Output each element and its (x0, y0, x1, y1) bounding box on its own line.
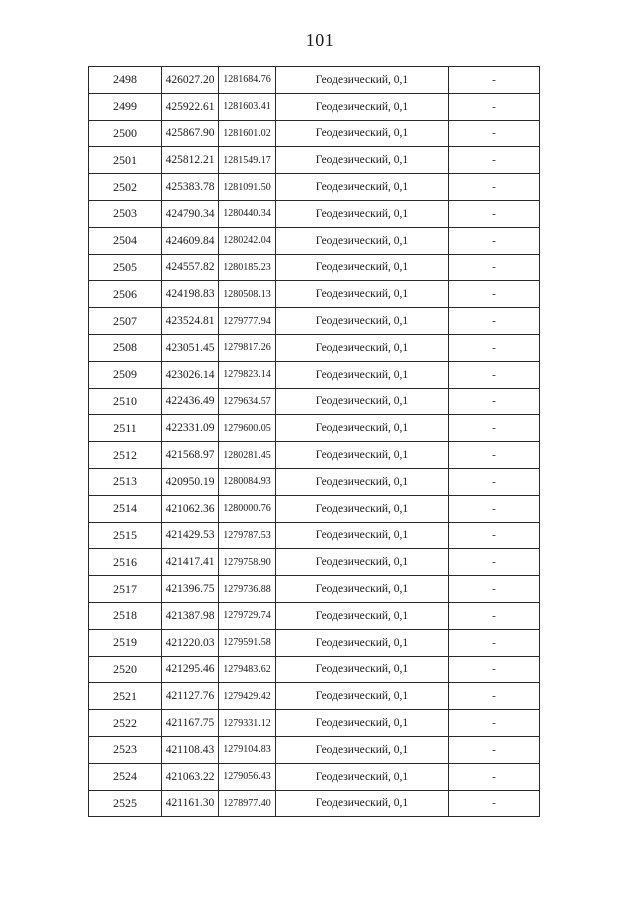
table-row (89, 174, 540, 201)
table-row (89, 656, 540, 683)
y-coordinate-cell: 1279823.14 (219, 361, 276, 388)
x-coordinate-cell: 421220.03 (162, 629, 219, 656)
y-coordinate-cell: 1279104.83 (219, 736, 276, 763)
y-coordinate-cell: 1279736.88 (219, 576, 276, 603)
method-accuracy-cell: Геодезический, 0,1 (276, 174, 449, 201)
point-number-cell: 2508 (89, 334, 162, 361)
point-number-cell: 2519 (89, 629, 162, 656)
table-row (89, 361, 540, 388)
note-cell: - (449, 120, 540, 147)
note-cell: - (449, 629, 540, 656)
method-accuracy-cell: Геодезический, 0,1 (276, 629, 449, 656)
point-number-cell: 2518 (89, 602, 162, 629)
point-number-cell: 2505 (89, 254, 162, 281)
y-coordinate-cell: 1279429.42 (219, 683, 276, 710)
point-number-cell: 2516 (89, 549, 162, 576)
method-accuracy-cell: Геодезический, 0,1 (276, 522, 449, 549)
method-accuracy-cell: Геодезический, 0,1 (276, 656, 449, 683)
method-accuracy-cell: Геодезический, 0,1 (276, 495, 449, 522)
note-cell: - (449, 147, 540, 174)
y-coordinate-cell: 1279331.12 (219, 710, 276, 737)
x-coordinate-cell: 422436.49 (162, 388, 219, 415)
note-cell: - (449, 415, 540, 442)
note-cell: - (449, 227, 540, 254)
table-row (89, 710, 540, 737)
table-row (89, 334, 540, 361)
note-cell: - (449, 522, 540, 549)
point-number-cell: 2501 (89, 147, 162, 174)
table-row (89, 415, 540, 442)
table-row (89, 281, 540, 308)
point-number-cell: 2524 (89, 763, 162, 790)
x-coordinate-cell: 422331.09 (162, 415, 219, 442)
note-cell: - (449, 334, 540, 361)
y-coordinate-cell: 1278977.40 (219, 790, 276, 817)
point-number-cell: 2522 (89, 710, 162, 737)
table-row (89, 227, 540, 254)
x-coordinate-cell: 424557.82 (162, 254, 219, 281)
table-row (89, 763, 540, 790)
point-number-cell: 2509 (89, 361, 162, 388)
x-coordinate-cell: 421062.36 (162, 495, 219, 522)
note-cell: - (449, 736, 540, 763)
method-accuracy-cell: Геодезический, 0,1 (276, 442, 449, 469)
point-number-cell: 2504 (89, 227, 162, 254)
method-accuracy-cell: Геодезический, 0,1 (276, 388, 449, 415)
note-cell: - (449, 549, 540, 576)
table-row (89, 522, 540, 549)
x-coordinate-cell: 421387.98 (162, 602, 219, 629)
point-number-cell: 2498 (89, 67, 162, 94)
y-coordinate-cell: 1281091.50 (219, 174, 276, 201)
x-coordinate-cell: 421568.97 (162, 442, 219, 469)
table-row (89, 308, 540, 335)
note-cell: - (449, 254, 540, 281)
note-cell: - (449, 442, 540, 469)
page-number: 101 (305, 30, 335, 50)
y-coordinate-cell: 1279729.74 (219, 602, 276, 629)
table-row (89, 67, 540, 94)
y-coordinate-cell: 1280000.76 (219, 495, 276, 522)
table-row (89, 602, 540, 629)
note-cell: - (449, 174, 540, 201)
y-coordinate-cell: 1280508.13 (219, 281, 276, 308)
method-accuracy-cell: Геодезический, 0,1 (276, 736, 449, 763)
table-row (89, 790, 540, 817)
point-number-cell: 2521 (89, 683, 162, 710)
point-number-cell: 2500 (89, 120, 162, 147)
note-cell: - (449, 495, 540, 522)
x-coordinate-cell: 421127.76 (162, 683, 219, 710)
y-coordinate-cell: 1281684.76 (219, 67, 276, 94)
note-cell: - (449, 361, 540, 388)
note-cell: - (449, 576, 540, 603)
method-accuracy-cell: Геодезический, 0,1 (276, 361, 449, 388)
method-accuracy-cell: Геодезический, 0,1 (276, 602, 449, 629)
x-coordinate-cell: 424198.83 (162, 281, 219, 308)
y-coordinate-cell: 1279634.57 (219, 388, 276, 415)
point-number-cell: 2510 (89, 388, 162, 415)
note-cell: - (449, 656, 540, 683)
y-coordinate-cell: 1280281.45 (219, 442, 276, 469)
note-cell: - (449, 388, 540, 415)
method-accuracy-cell: Геодезический, 0,1 (276, 93, 449, 120)
note-cell: - (449, 790, 540, 817)
table-row (89, 629, 540, 656)
table-row (89, 576, 540, 603)
x-coordinate-cell: 424609.84 (162, 227, 219, 254)
table-row (89, 495, 540, 522)
x-coordinate-cell: 425867.90 (162, 120, 219, 147)
point-number-cell: 2512 (89, 442, 162, 469)
method-accuracy-cell: Геодезический, 0,1 (276, 147, 449, 174)
x-coordinate-cell: 426027.20 (162, 67, 219, 94)
method-accuracy-cell: Геодезический, 0,1 (276, 710, 449, 737)
y-coordinate-cell: 1280242.04 (219, 227, 276, 254)
method-accuracy-cell: Геодезический, 0,1 (276, 468, 449, 495)
table-row (89, 200, 540, 227)
y-coordinate-cell: 1279591.58 (219, 629, 276, 656)
point-number-cell: 2520 (89, 656, 162, 683)
point-number-cell: 2506 (89, 281, 162, 308)
table-row (89, 468, 540, 495)
method-accuracy-cell: Геодезический, 0,1 (276, 790, 449, 817)
y-coordinate-cell: 1279758.90 (219, 549, 276, 576)
table-row (89, 442, 540, 469)
table-row (89, 254, 540, 281)
point-number-cell: 2517 (89, 576, 162, 603)
table-row (89, 388, 540, 415)
method-accuracy-cell: Геодезический, 0,1 (276, 281, 449, 308)
note-cell: - (449, 683, 540, 710)
note-cell: - (449, 308, 540, 335)
y-coordinate-cell: 1280185.23 (219, 254, 276, 281)
coordinates-table (88, 66, 540, 817)
y-coordinate-cell: 1281549.17 (219, 147, 276, 174)
x-coordinate-cell: 425922.61 (162, 93, 219, 120)
method-accuracy-cell: Геодезический, 0,1 (276, 683, 449, 710)
table-row (89, 93, 540, 120)
point-number-cell: 2523 (89, 736, 162, 763)
table-row (89, 147, 540, 174)
y-coordinate-cell: 1279777.94 (219, 308, 276, 335)
method-accuracy-cell: Геодезический, 0,1 (276, 576, 449, 603)
y-coordinate-cell: 1279056.43 (219, 763, 276, 790)
method-accuracy-cell: Геодезический, 0,1 (276, 200, 449, 227)
x-coordinate-cell: 423026.14 (162, 361, 219, 388)
y-coordinate-cell: 1280440.34 (219, 200, 276, 227)
x-coordinate-cell: 423051.45 (162, 334, 219, 361)
y-coordinate-cell: 1279817.26 (219, 334, 276, 361)
x-coordinate-cell: 421167.75 (162, 710, 219, 737)
note-cell: - (449, 468, 540, 495)
method-accuracy-cell: Геодезический, 0,1 (276, 308, 449, 335)
point-number-cell: 2499 (89, 93, 162, 120)
x-coordinate-cell: 421295.46 (162, 656, 219, 683)
point-number-cell: 2503 (89, 200, 162, 227)
method-accuracy-cell: Геодезический, 0,1 (276, 763, 449, 790)
point-number-cell: 2502 (89, 174, 162, 201)
y-coordinate-cell: 1279600.05 (219, 415, 276, 442)
coordinates-table-body (89, 67, 540, 817)
note-cell: - (449, 281, 540, 308)
method-accuracy-cell: Геодезический, 0,1 (276, 120, 449, 147)
x-coordinate-cell: 421396.75 (162, 576, 219, 603)
method-accuracy-cell: Геодезический, 0,1 (276, 549, 449, 576)
point-number-cell: 2507 (89, 308, 162, 335)
method-accuracy-cell: Геодезический, 0,1 (276, 67, 449, 94)
table-row (89, 683, 540, 710)
table-row (89, 120, 540, 147)
note-cell: - (449, 710, 540, 737)
x-coordinate-cell: 425383.78 (162, 174, 219, 201)
point-number-cell: 2511 (89, 415, 162, 442)
table-row (89, 549, 540, 576)
x-coordinate-cell: 421161.30 (162, 790, 219, 817)
y-coordinate-cell: 1281601.02 (219, 120, 276, 147)
x-coordinate-cell: 421063.22 (162, 763, 219, 790)
x-coordinate-cell: 423524.81 (162, 308, 219, 335)
method-accuracy-cell: Геодезический, 0,1 (276, 334, 449, 361)
point-number-cell: 2514 (89, 495, 162, 522)
x-coordinate-cell: 421429.53 (162, 522, 219, 549)
note-cell: - (449, 93, 540, 120)
x-coordinate-cell: 425812.21 (162, 147, 219, 174)
x-coordinate-cell: 421417.41 (162, 549, 219, 576)
table-row (89, 736, 540, 763)
method-accuracy-cell: Геодезический, 0,1 (276, 254, 449, 281)
x-coordinate-cell: 421108.43 (162, 736, 219, 763)
method-accuracy-cell: Геодезический, 0,1 (276, 227, 449, 254)
point-number-cell: 2515 (89, 522, 162, 549)
method-accuracy-cell: Геодезический, 0,1 (276, 415, 449, 442)
y-coordinate-cell: 1279483.62 (219, 656, 276, 683)
note-cell: - (449, 602, 540, 629)
note-cell: - (449, 67, 540, 94)
y-coordinate-cell: 1279787.53 (219, 522, 276, 549)
x-coordinate-cell: 424790.34 (162, 200, 219, 227)
note-cell: - (449, 200, 540, 227)
note-cell: - (449, 763, 540, 790)
x-coordinate-cell: 420950.19 (162, 468, 219, 495)
y-coordinate-cell: 1281603.41 (219, 93, 276, 120)
point-number-cell: 2525 (89, 790, 162, 817)
point-number-cell: 2513 (89, 468, 162, 495)
y-coordinate-cell: 1280084.93 (219, 468, 276, 495)
